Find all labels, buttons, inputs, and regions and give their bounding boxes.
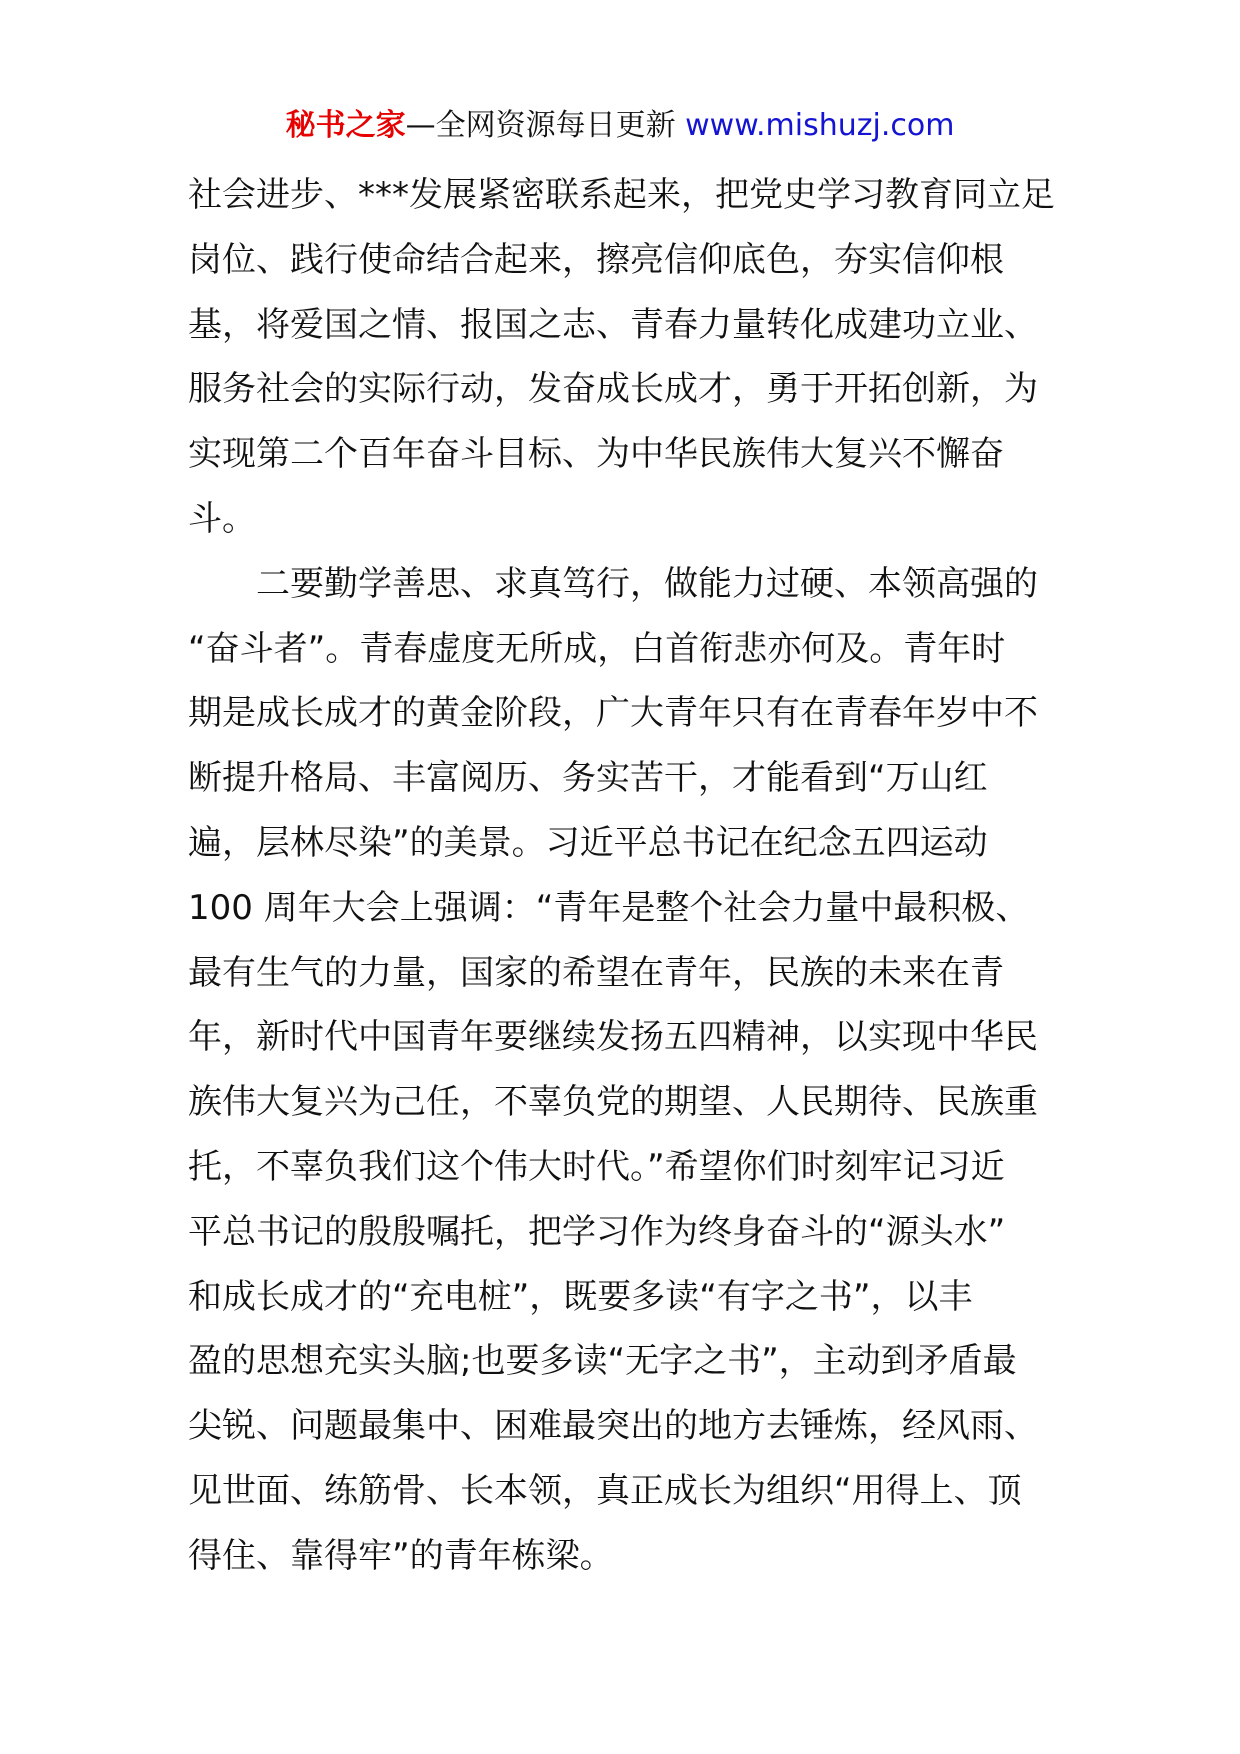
text-line: 遍，层林尽染”的美景。习近平总书记在纪念五四运动: [188, 822, 988, 863]
site-header: [0, 104, 1240, 148]
text-line: 岗位、践行使命结合起来，擦亮信仰底色，夯实信仰根: [188, 239, 1004, 280]
document-body: [188, 163, 1068, 1589]
site-brand: 秘书之家: [285, 108, 406, 143]
text-line: 见世面、练筋骨、长本领，真正成长为组织“用得上、顶: [188, 1470, 1022, 1511]
text-line: 族伟大复兴为己任，不辜负党的期望、人民期待、民族重: [188, 1082, 1038, 1123]
site-tagline: —全网资源每日更新: [405, 108, 676, 143]
text-line: 服务社会的实际行动，发奋成长成才，勇于开拓创新，为: [188, 369, 1038, 410]
text-line: 年，新时代中国青年要继续发扬五四精神，以实现中华民: [188, 1017, 1038, 1058]
text-line: 和成长成才的“充电桩”，既要多读“有字之书”，以丰: [188, 1276, 973, 1317]
text-line: 断提升格局、丰富阅历、务实苦干，才能看到“万山红: [188, 758, 988, 799]
text-line: 最有生气的力量，国家的希望在青年，民族的未来在青: [188, 952, 1004, 993]
text-line: 基，将爱国之情、报国之志、青春力量转化成建功立业、: [188, 304, 1038, 345]
text-line: 实现第二个百年奋斗目标、为中华民族伟大复兴不懈奋: [188, 434, 1004, 475]
text-line: 尖锐、问题最集中、困难最突出的地方去锤炼，经风雨、: [188, 1406, 1038, 1447]
site-url-link[interactable]: www.mishuzj.com: [685, 108, 955, 143]
text-line: 斗。: [188, 498, 256, 539]
text-line: 100 周年大会上强调：“青年是整个社会力量中最积极、: [188, 887, 1030, 928]
text-line: 盈的思想充实头脑;也要多读“无字之书”，主动到矛盾最: [188, 1341, 1017, 1382]
text-line: 社会进步、***发展紧密联系起来，把党史学习教育同立足: [188, 175, 1055, 215]
text-line: “奋斗者”。青春虚度无所成，白首衔悲亦何及。青年时: [188, 628, 1006, 669]
text-line: 期是成长成才的黄金阶段，广大青年只有在青春年岁中不: [188, 693, 1038, 734]
paragraph-first-line: 二要勤学善思、求真笃行，做能力过硬、本领高强的: [256, 563, 1038, 604]
text-line: 得住、靠得牢”的青年栋梁。: [188, 1535, 614, 1576]
text-line: 平总书记的殷殷嘱托，把学习作为终身奋斗的“源头水”: [188, 1211, 1006, 1252]
text-line: 托，不辜负我们这个伟大时代。”希望你们时刻牢记习近: [188, 1146, 1005, 1187]
